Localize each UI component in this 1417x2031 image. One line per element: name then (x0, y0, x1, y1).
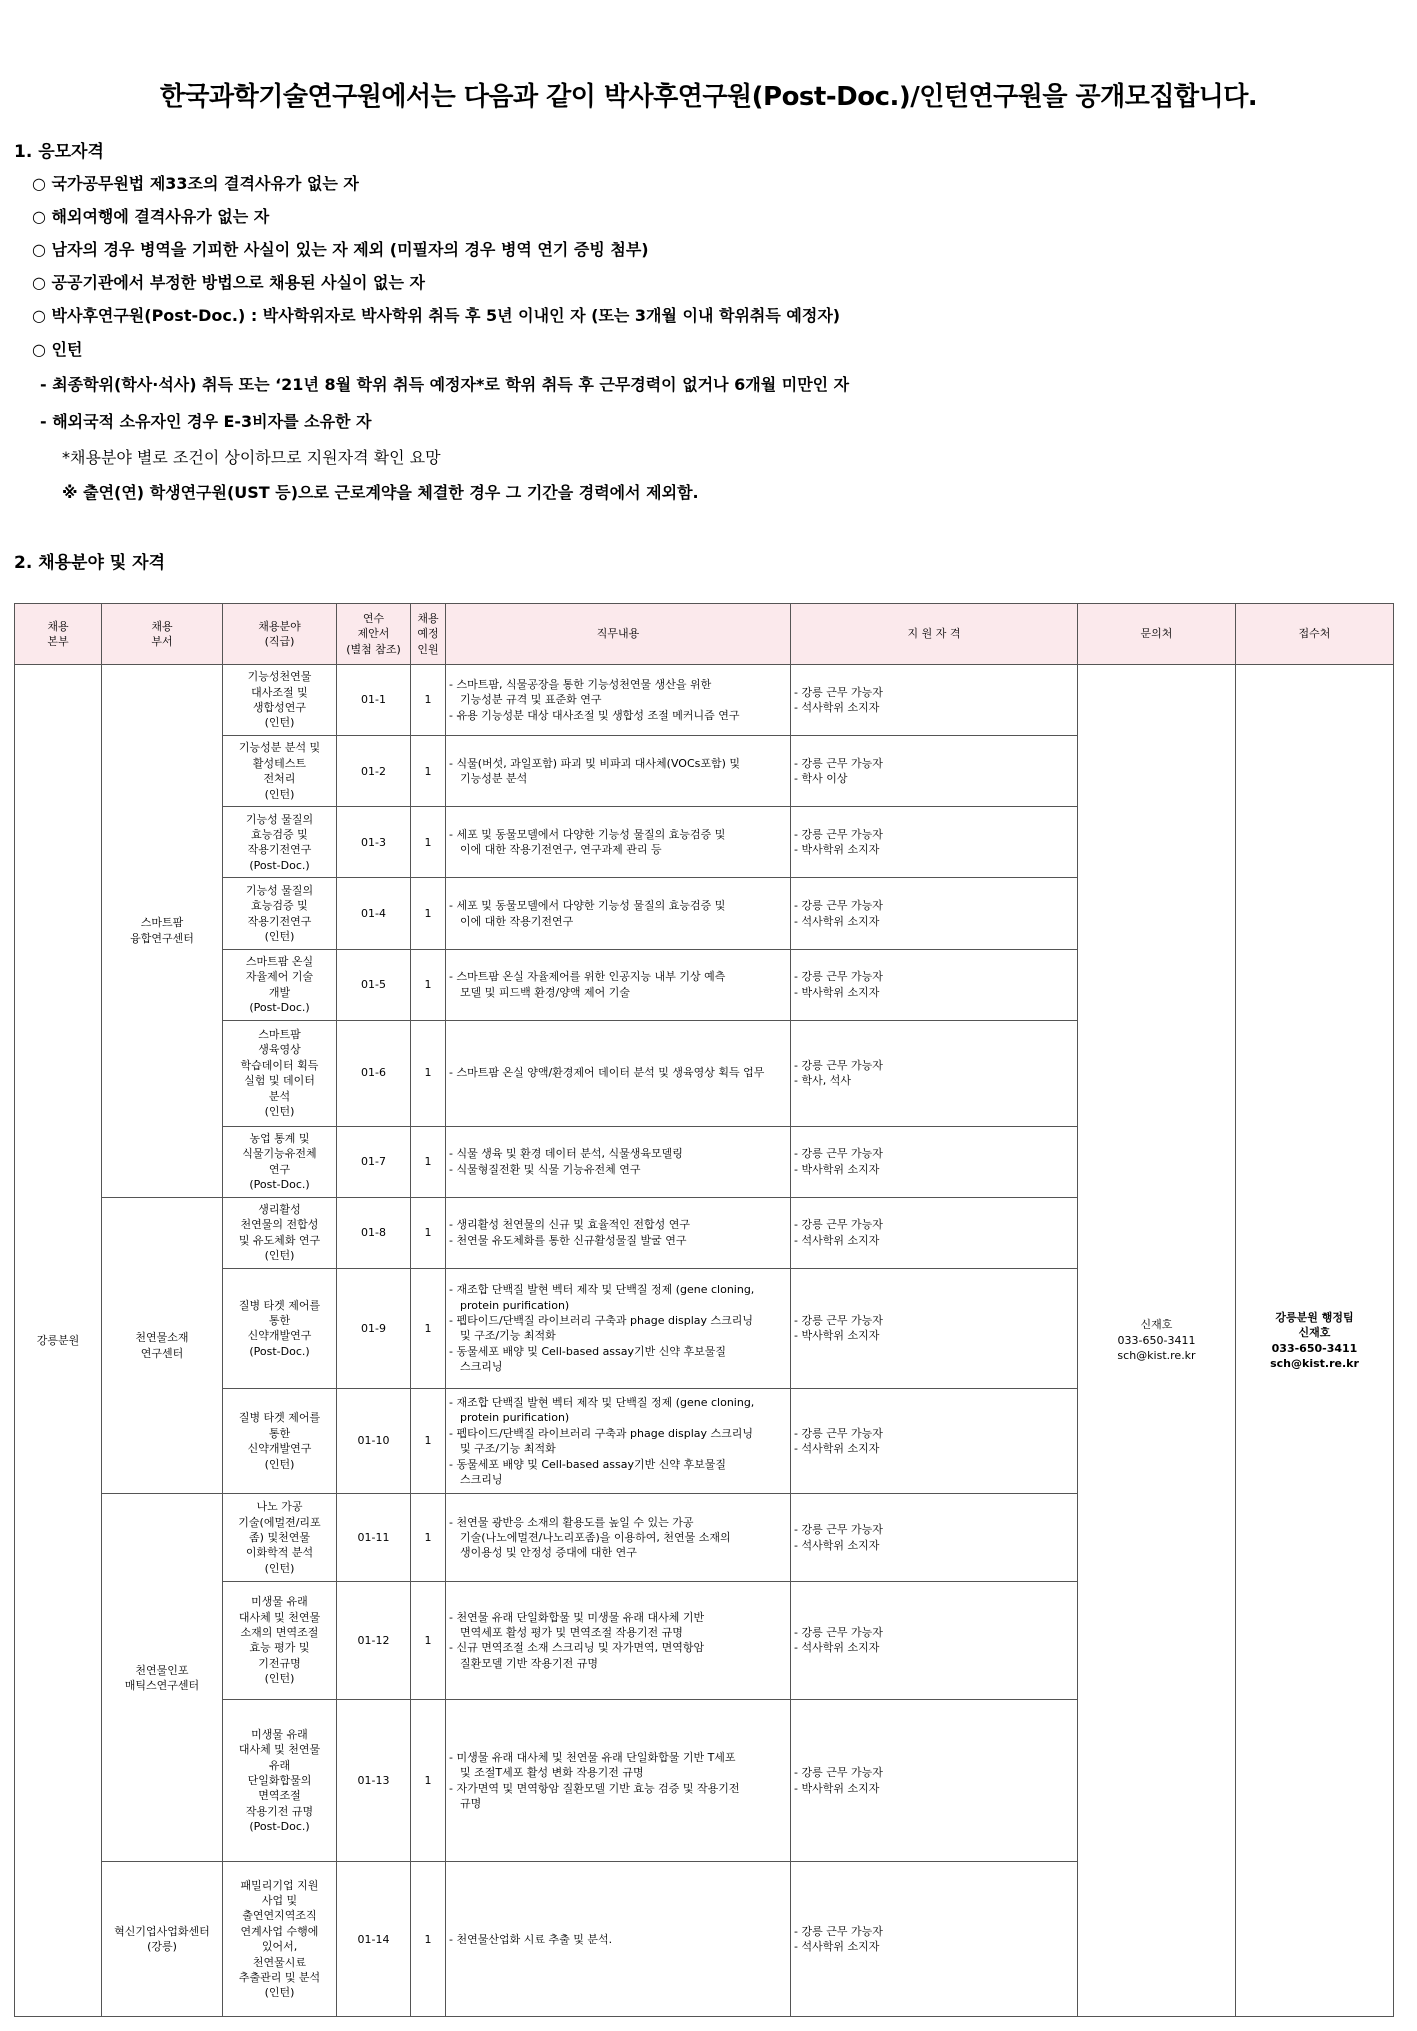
field-cell: 기능성분 분석 및 활성테스트 전처리 (인턴) (223, 736, 337, 807)
qualifications-cell: - 강릉 근무 가능자 - 석사학위 소지자 (791, 1388, 1078, 1494)
qualifications-cell: - 강릉 근무 가능자 - 석사학위 소지자 (791, 1581, 1078, 1699)
count-cell: 1 (411, 878, 446, 949)
department-cell: 스마트팜 융합연구센터 (102, 665, 223, 1198)
header-duties: 직무내용 (446, 604, 791, 665)
field-cell: 미생물 유래 대사체 및 천연물 소재의 면역조절 효능 평가 및 기전규명 (인턴) (223, 1581, 337, 1699)
field-cell: 패밀리기업 지원 사업 및 출연연지역조직 연계사업 수행에 있어서, 천연물시료 추출관리 및 분석 (인턴) (223, 1862, 337, 2017)
field-cell: 질병 타겟 제어를 통한 신약개발연구 (Post-Doc.) (223, 1268, 337, 1388)
duties-cell: - 천연물산업화 시료 추출 및 분석. (446, 1862, 791, 2017)
duties-cell: - 식물 생육 및 환경 데이터 분석, 식물생육모델링 - 식물형질전환 및 식물 기능유전체 연구 (446, 1126, 791, 1197)
duties-cell: - 식물(버섯, 과일포함) 파괴 및 비파괴 대사체(VOCs포함) 및 기능성분 분석 (446, 736, 791, 807)
qualifications-cell: - 강릉 근무 가능자 - 박사학위 소지자 (791, 1699, 1078, 1862)
code-cell: 01-12 (337, 1581, 411, 1699)
count-cell: 1 (411, 1197, 446, 1268)
header-contact: 문의처 (1078, 604, 1236, 665)
contact-cell: 신재호 033-650-3411 sch@kist.re.kr (1078, 665, 1236, 2017)
count-cell: 1 (411, 1020, 446, 1126)
code-cell: 01-9 (337, 1268, 411, 1388)
duties-cell: - 세포 및 동물모델에서 다양한 기능성 물질의 효능검증 및 이에 대한 작용기전연구, 연구과제 관리 등 (446, 807, 791, 878)
duties-cell: - 재조합 단백질 발현 벡터 제작 및 단백질 정제 (gene cloning, protein purification) - 펩타이드/단백질 라이브러리 구축과 phage display 스크리닝 및 구조/기능 최적화 - 동물세포 배양 및 Cell-based assay기반 신약 후보물질 스크리닝 (446, 1268, 791, 1388)
count-cell: 1 (411, 665, 446, 736)
qualifications-cell: - 강릉 근무 가능자 - 학사 이상 (791, 736, 1078, 807)
table-row (15, 665, 1394, 736)
count-cell: 1 (411, 807, 446, 878)
duties-cell: - 세포 및 동물모델에서 다양한 기능성 물질의 효능검증 및 이에 대한 작용기전연구 (446, 878, 791, 949)
qualification-item: ○ 남자의 경우 병역을 기피한 사실이 있는 자 제외 (미필자의 경우 병역 연기 증빙 첨부) (32, 240, 649, 259)
qualifications-cell: - 강릉 근무 가능자 - 박사학위 소지자 (791, 807, 1078, 878)
qualification-item: - 최종학위(학사·석사) 취득 또는 ‘21년 8월 학위 취득 예정자*로 학위 취득 후 근무경력이 없거나 6개월 미만인 자 (40, 375, 850, 394)
field-cell: 기능성 물질의 효능검증 및 작용기전연구 (인턴) (223, 878, 337, 949)
code-cell: 01-6 (337, 1020, 411, 1126)
count-cell: 1 (411, 949, 446, 1020)
qualification-note: *채용분야 별로 조건이 상이하므로 지원자격 확인 요망 (62, 448, 441, 467)
duties-cell: - 재조합 단백질 발현 벡터 제작 및 단백질 정제 (gene cloning, protein purification) - 펩타이드/단백질 라이브러리 구축과 phage display 스크리닝 및 구조/기능 최적화 - 동물세포 배양 및 Cell-based assay기반 신약 후보물질 스크리닝 (446, 1388, 791, 1494)
field-cell: 기능성 물질의 효능검증 및 작용기전연구 (Post-Doc.) (223, 807, 337, 878)
duties-cell: - 스마트팜, 식물공장을 통한 기능성천연물 생산을 위한 기능성분 규격 및 표준화 연구 - 유용 기능성분 대상 대사조절 및 생합성 조절 메커니즘 연구 (446, 665, 791, 736)
field-cell: 생리활성 천연물의 전합성 및 유도체화 연구 (인턴) (223, 1197, 337, 1268)
header-count: 채용 예정 인원 (411, 604, 446, 665)
count-cell: 1 (411, 1388, 446, 1494)
field-cell: 기능성천연물 대사조절 및 생합성연구 (인턴) (223, 665, 337, 736)
code-cell: 01-13 (337, 1699, 411, 1862)
field-cell: 농업 통계 및 식물기능유전체 연구 (Post-Doc.) (223, 1126, 337, 1197)
header-division: 채용 본부 (15, 604, 102, 665)
code-cell: 01-3 (337, 807, 411, 878)
division-cell: 강릉분원 (15, 665, 102, 2017)
qualification-item: ○ 박사후연구원(Post-Doc.) : 박사학위자로 박사학위 취득 후 5년 이내인 자 (또는 3개월 이내 학위취득 예정자) (32, 306, 841, 325)
qualifications-cell: - 강릉 근무 가능자 - 석사학위 소지자 (791, 1862, 1078, 2017)
page-title: 한국과학기술연구원에서는 다음과 같이 박사후연구원(Post-Doc.)/인턴연구원을 공개모집합니다. (159, 82, 1258, 112)
qualifications-cell: - 강릉 근무 가능자 - 석사학위 소지자 (791, 878, 1078, 949)
count-cell: 1 (411, 1581, 446, 1699)
qualification-item: ○ 인턴 (32, 340, 83, 359)
qualification-note: ※ 출연(연) 학생연구원(UST 등)으로 근로계약을 체결한 경우 그 기간을 경력에서 제외함. (62, 483, 699, 502)
count-cell: 1 (411, 1862, 446, 2017)
qualification-item: - 해외국적 소유자인 경우 E-3비자를 소유한 자 (40, 412, 372, 431)
duties-cell: - 미생물 유래 대사체 및 천연물 유래 단일화합물 기반 T세포 및 조절T세포 활성 변화 작용기전 규명 - 자가면역 및 면역항암 질환모델 기반 효능 검증 및 작용기전 규명 (446, 1699, 791, 1862)
section-heading-qualifications: 1. 응모자격 (14, 142, 104, 162)
header-submission: 접수처 (1236, 604, 1394, 665)
code-cell: 01-8 (337, 1197, 411, 1268)
code-cell: 01-4 (337, 878, 411, 949)
qualifications-cell: - 강릉 근무 가능자 - 석사학위 소지자 (791, 1494, 1078, 1581)
qualifications-cell: - 강릉 근무 가능자 - 석사학위 소지자 (791, 665, 1078, 736)
code-cell: 01-5 (337, 949, 411, 1020)
qualifications-cell: - 강릉 근무 가능자 - 학사, 석사 (791, 1020, 1078, 1126)
code-cell: 01-7 (337, 1126, 411, 1197)
qualifications-cell: - 강릉 근무 가능자 - 석사학위 소지자 (791, 1197, 1078, 1268)
field-cell: 스마트팜 생육영상 학습데이터 획득 실험 및 데이터 분석 (인턴) (223, 1020, 337, 1126)
duties-cell: - 생리활성 천연물의 신규 및 효율적인 전합성 연구 - 천연물 유도체화를 통한 신규활성물질 발굴 연구 (446, 1197, 791, 1268)
qualification-item: ○ 국가공무원법 제33조의 결격사유가 없는 자 (32, 174, 359, 193)
positions-table (14, 603, 1394, 2017)
field-cell: 스마트팜 온실 자율제어 기술 개발 (Post-Doc.) (223, 949, 337, 1020)
count-cell: 1 (411, 1268, 446, 1388)
code-cell: 01-2 (337, 736, 411, 807)
qualification-item: ○ 공공기관에서 부정한 방법으로 채용된 사실이 없는 자 (32, 273, 425, 292)
count-cell: 1 (411, 736, 446, 807)
duties-cell: - 스마트팜 온실 양액/환경제어 데이터 분석 및 생육영상 획득 업무 (446, 1020, 791, 1126)
count-cell: 1 (411, 1494, 446, 1581)
table-header-row (15, 604, 1394, 665)
section-heading-positions: 2. 채용분야 및 자격 (14, 553, 165, 573)
qualifications-cell: - 강릉 근무 가능자 - 박사학위 소지자 (791, 949, 1078, 1020)
duties-cell: - 천연물 유래 단일화합물 및 미생물 유래 대사체 기반 면역세포 활성 평가 및 면역조절 작용기전 규명 - 신규 면역조절 소재 스크리닝 및 자가면역, 면역항암 질환모델 기반 작용기전 규명 (446, 1581, 791, 1699)
count-cell: 1 (411, 1699, 446, 1862)
duties-cell: - 천연물 광반응 소재의 활용도를 높일 수 있는 가공 기술(나노에멀젼/나노리포좀)을 이용하여, 천연물 소재의 생이용성 및 안정성 증대에 대한 연구 (446, 1494, 791, 1581)
header-field: 채용분야 (직급) (223, 604, 337, 665)
qualification-item: ○ 해외여행에 결격사유가 없는 자 (32, 207, 270, 226)
code-cell: 01-1 (337, 665, 411, 736)
department-cell: 천연물소재 연구센터 (102, 1197, 223, 1494)
header-code: 연수 제안서 (별첨 참조) (337, 604, 411, 665)
code-cell: 01-10 (337, 1388, 411, 1494)
header-qualifications: 지 원 자 격 (791, 604, 1078, 665)
qualifications-cell: - 강릉 근무 가능자 - 박사학위 소지자 (791, 1268, 1078, 1388)
qualifications-cell: - 강릉 근무 가능자 - 박사학위 소지자 (791, 1126, 1078, 1197)
header-department: 채용 부서 (102, 604, 223, 665)
submission-cell: 강릉분원 행정팀 신재호 033-650-3411 sch@kist.re.kr (1236, 665, 1394, 2017)
field-cell: 질병 타겟 제어를 통한 신약개발연구 (인턴) (223, 1388, 337, 1494)
count-cell: 1 (411, 1126, 446, 1197)
field-cell: 미생물 유래 대사체 및 천연물 유래 단일화합물의 면역조절 작용기전 규명 (Post-Doc.) (223, 1699, 337, 1862)
department-cell: 천연물인포 매틱스연구센터 (102, 1494, 223, 1862)
code-cell: 01-11 (337, 1494, 411, 1581)
code-cell: 01-14 (337, 1862, 411, 2017)
duties-cell: - 스마트팜 온실 자율제어를 위한 인공지능 내부 기상 예측 모델 및 피드백 환경/양액 제어 기술 (446, 949, 791, 1020)
field-cell: 나노 가공 기술(에멀젼/리포 좀) 및천연물 이화학적 분석 (인턴) (223, 1494, 337, 1581)
department-cell: 혁신기업사업화센터 (강릉) (102, 1862, 223, 2017)
